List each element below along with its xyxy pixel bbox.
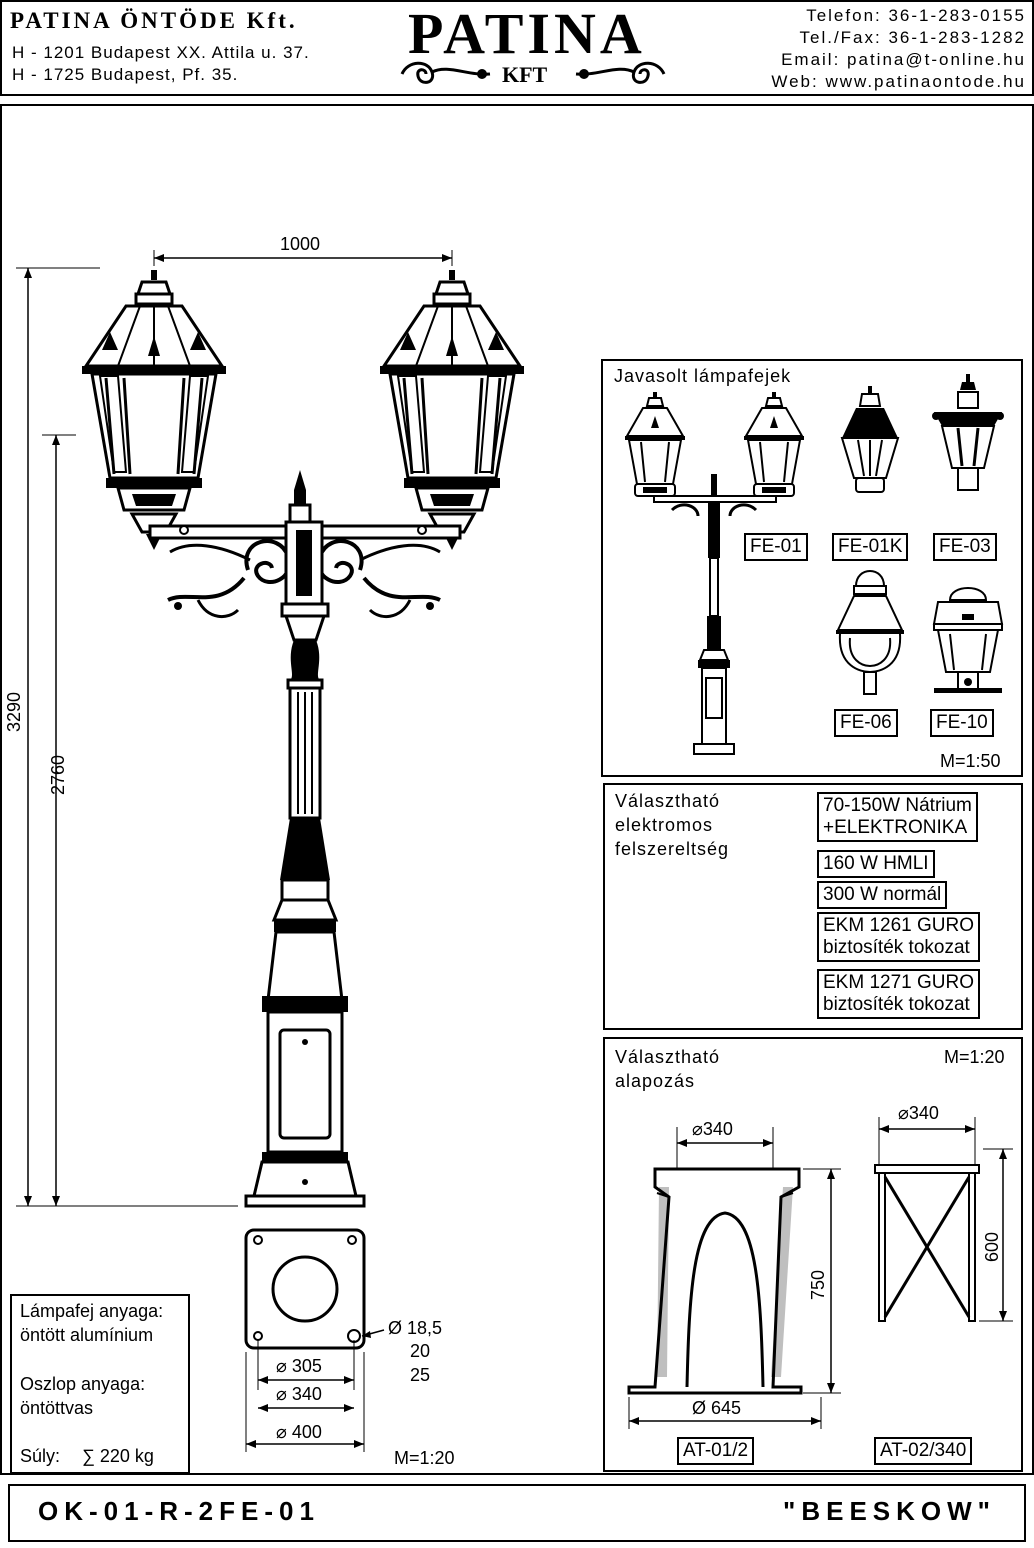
electrical-title-2: elektromos	[615, 815, 714, 835]
electrical-option-3-line-1: 300 W normál	[823, 884, 942, 905]
lamp-head-fe01: FE-01	[744, 533, 808, 561]
at02-label: AT-02/340	[874, 1437, 972, 1465]
dim-305	[276, 1356, 322, 1377]
at01-bottom-dim: Ø 645	[692, 1398, 742, 1418]
electrical-option-5-line-1: EKM 1271 GURO	[823, 972, 974, 993]
fax: Tel./Fax: 36-1-283-1282	[799, 28, 1026, 47]
logo-text: PATINA	[408, 1, 646, 66]
base-plate-scale: M=1:20	[394, 1448, 455, 1468]
dim-305-value: 305	[291, 1356, 322, 1376]
company-name: PATINA ÖNTÖDE Kft.	[10, 8, 298, 33]
foundation-title-2: alapozás	[615, 1071, 696, 1091]
electrical-option-5-line-2: biztosíték tokozat	[823, 994, 970, 1015]
electrical-option-4-line-1: EKM 1261 GURO	[823, 915, 974, 936]
website: Web: www.patinaontode.hu	[771, 72, 1026, 91]
diameter-icon: ⌀	[276, 1356, 287, 1376]
lamp-head-fe06: FE-06	[834, 709, 898, 737]
dim-340-value: 340	[291, 1384, 322, 1404]
dim-400-value: 400	[291, 1422, 322, 1442]
dim-height-lamp: 2760	[48, 754, 68, 795]
electrical-option-2	[817, 850, 935, 878]
product-code: OK-01-R-2FE-01	[38, 1496, 320, 1526]
electrical-option-1	[817, 792, 978, 842]
foundation-scale: M=1:20	[944, 1047, 1005, 1067]
email: Email: patina@t-online.hu	[781, 50, 1026, 69]
electrical-option-5	[817, 969, 980, 1019]
diameter-icon: ⌀	[692, 1119, 703, 1139]
lamp-head-fe03: FE-03	[933, 533, 997, 561]
lamp-heads-title: Javasolt lámpafejek	[614, 366, 792, 386]
weight-value: ∑ 220 kg	[82, 1446, 154, 1466]
lamp-heads-scale: M=1:50	[940, 751, 1001, 771]
phone: Telefon: 36-1-283-0155	[806, 6, 1026, 25]
dim-width: 1000	[280, 234, 321, 254]
lamp-head-fe01k: FE-01K	[832, 533, 908, 561]
hole-dim-3: 25	[410, 1365, 431, 1385]
hole-dim-2: 20	[410, 1341, 431, 1361]
logo-subtext: KFT	[502, 62, 548, 87]
diameter-icon: ⌀	[898, 1103, 909, 1123]
address-line-1: H - 1201 Budapest XX. Attila u. 37.	[12, 43, 310, 62]
dim-height-total: 3290	[4, 691, 24, 732]
at01-height-dim: 750	[808, 1269, 828, 1300]
dim-400	[276, 1422, 322, 1443]
at01-top-dim-value: 340	[702, 1119, 733, 1139]
electrical-title-3: felszereltség	[615, 839, 730, 859]
lamp-head-fe10: FE-10	[930, 709, 994, 737]
electrical-option-1-line-2: +ELEKTRONIKA	[823, 817, 968, 838]
product-name: "BEESKOW"	[783, 1496, 996, 1526]
diameter-icon: ⌀	[276, 1422, 287, 1442]
hole-dim-1: Ø 18,5	[388, 1318, 443, 1338]
lamp-material-label: Lámpafej anyaga:	[20, 1301, 164, 1321]
lamp-material-value: öntött alumínium	[20, 1325, 154, 1345]
electrical-option-1-line-1: 70-150W Nátrium	[823, 795, 972, 816]
electrical-option-3	[817, 881, 947, 909]
electrical-option-4	[817, 912, 980, 962]
electrical-option-4-line-2: biztosíték tokozat	[823, 937, 970, 958]
at02-top-dim-value: 340	[908, 1103, 939, 1123]
diameter-icon: ⌀	[276, 1384, 287, 1404]
dim-340	[276, 1384, 322, 1405]
at01-label: AT-01/2	[677, 1437, 754, 1465]
at01-top-dim	[692, 1119, 733, 1140]
electrical-option-2-line-1: 160 W HMLI	[823, 853, 929, 874]
electrical-title-1: Választható	[615, 791, 721, 811]
foundation-drawings	[603, 1037, 1023, 1472]
address-line-2: H - 1725 Budapest, Pf. 35.	[12, 65, 239, 84]
pole-material-label: Oszlop anyaga:	[20, 1374, 146, 1394]
weight-label: Súly:	[20, 1446, 61, 1466]
foundation-title-1: Választható	[615, 1047, 721, 1067]
at02-height-dim: 600	[982, 1231, 1002, 1262]
pole-material-value: öntöttvas	[20, 1398, 94, 1418]
at02-top-dim	[898, 1103, 939, 1124]
